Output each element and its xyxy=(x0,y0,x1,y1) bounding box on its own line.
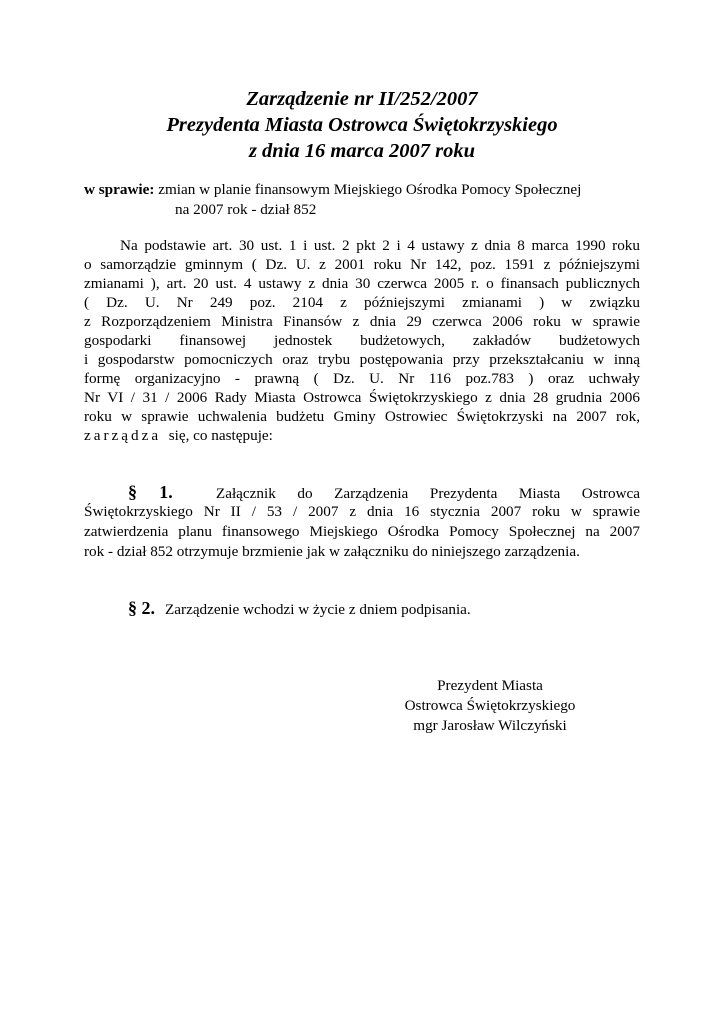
legal-basis-line: ( Dz. U. Nr 249 poz. 2104 z późniejszymi zmianami ) w związku xyxy=(84,294,640,311)
legal-basis-line: Na podstawie art. 30 ust. 1 i ust. 2 pkt 2 i 4 ustawy z dnia 8 marca 1990 roku xyxy=(120,237,640,254)
title-line-1: Zarządzenie nr II/252/2007 xyxy=(246,88,478,110)
subject-line-2: na 2007 rok - dział 852 xyxy=(175,201,317,218)
section-1-line: rok - dział 852 otrzymuje brzmienie jak w załączniku do niniejszego zarządzenia. xyxy=(84,543,580,560)
decree-verb: zarządza xyxy=(84,427,162,444)
legal-basis-line: roku w sprawie uchwalenia budżetu Gminy Ostrowiec Świętokrzyski na 2007 rok, xyxy=(84,408,640,425)
subject-block xyxy=(84,180,644,218)
section-2-text: Zarządzenie wchodzi w życie z dniem podpisania. xyxy=(165,601,471,618)
section-1-mark: § 1. xyxy=(128,482,173,502)
section-1-text: Załącznik do Zarządzenia Prezydenta Miasta Ostrowca xyxy=(215,485,641,502)
legal-basis-line: gospodarki finansowej jednostek budżetowych, zakładów budżetowych xyxy=(84,332,640,349)
legal-basis-line: z Rozporządzeniem Ministra Finansów z dnia 29 czerwca 2006 roku w sprawie xyxy=(84,313,640,330)
section-2-mark: § 2. xyxy=(128,598,155,618)
section-1-paragraph xyxy=(84,482,640,562)
signature-block xyxy=(380,676,600,736)
signature-office: Ostrowca Świętokrzyskiego xyxy=(404,697,576,714)
section-1-line xyxy=(84,482,640,502)
title-line-3: z dnia 16 marca 2007 roku xyxy=(248,140,476,162)
decree-closing-text: się, co następuje: xyxy=(168,427,273,444)
legal-basis-line: o samorządzie gminnym ( Dz. U. z 2001 roku Nr 142, poz. 1591 z późniejszymi xyxy=(84,256,640,273)
legal-basis-line: Nr VI / 31 / 2006 Rady Miasta Ostrowca Świętokrzyskiego z dnia 28 grudnia 2006 xyxy=(84,389,640,406)
section-2-paragraph xyxy=(128,598,640,620)
signature-title: Prezydent Miasta xyxy=(437,677,543,694)
title-line-2: Prezydenta Miasta Ostrowca Świętokrzyskiego xyxy=(166,114,558,136)
document-title xyxy=(0,86,724,164)
legal-basis-line: i gospodarstw pomocniczych oraz trybu postępowania przy przekształcaniu w inną xyxy=(84,351,640,368)
signature-name: mgr Jarosław Wilczyński xyxy=(413,717,567,734)
subject-line-1: zmian w planie finansowym Miejskiego Ośrodka Pomocy Społecznej xyxy=(158,181,582,198)
legal-basis-line: formę organizacyjno - prawną ( Dz. U. Nr 116 poz.783 ) oraz uchwały xyxy=(84,370,640,387)
section-1-line: Świętokrzyskiego Nr II / 53 / 2007 z dnia 16 stycznia 2007 roku w sprawie xyxy=(84,503,640,520)
legal-basis-line: zmianami ), art. 20 ust. 4 ustawy z dnia 30 czerwca 2005 r. o finansach publicznych xyxy=(84,275,640,292)
subject-label: w sprawie: xyxy=(84,181,155,198)
section-1-line: zatwierdzenia planu finansowego Miejskiego Ośrodka Pomocy Społecznej na 2007 xyxy=(84,523,640,540)
legal-basis-closing xyxy=(84,426,640,445)
legal-basis-paragraph xyxy=(84,236,640,445)
